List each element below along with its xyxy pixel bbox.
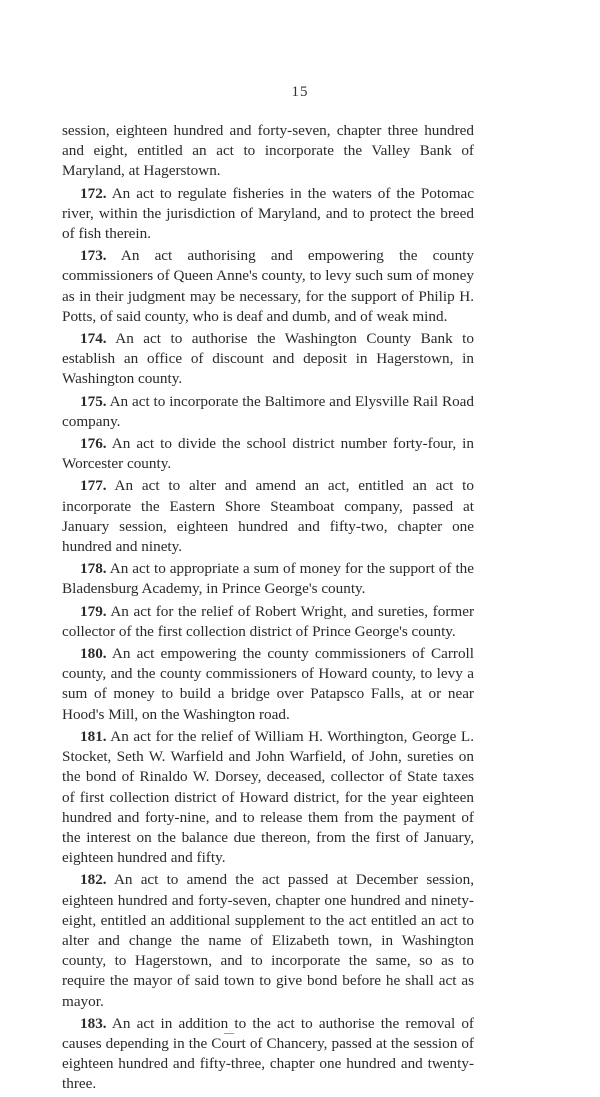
act-text: An act to divide the school district number forty-four, in Worcester county. xyxy=(62,435,474,473)
continuation-paragraph: session, eighteen hundred and forty-seven, chapter three hundred and eight, entitled an act to incorporate the Valley Bank of Maryland, at Hagerstown. xyxy=(62,122,474,180)
act-text: An act empowering the county commissioners of Carroll county, and the county commissioners of Howard county, to levy a sum of money to build a bridge over Patapsco Falls, at or near Hood's Mill, on the Washington road. xyxy=(62,645,474,723)
act-paragraph xyxy=(62,392,474,432)
end-rule xyxy=(224,1033,234,1034)
act-text: An act for the relief of William H. Worthington, George L. Stocket, Seth W. Warfield and John Warfield, of John, sureties on the bond of Rinaldo W. Dorsey, deceased, collector of State taxes of first collection district of Howard district, for the year eighteen hundred and forty-nine, and to release them from the payment of the interest on the balance due thereon, from the first of January, eighteen hundred and fifty. xyxy=(62,727,474,867)
act-paragraph xyxy=(62,434,474,474)
act-text: An act authorising and empowering the county commissioners of Queen Anne's county, to levy such sum of money as in their judgment may be necessary, for the support of Philip H. Potts, of said county, who is deaf and dumb, and of weak mind. xyxy=(62,247,474,325)
act-paragraph xyxy=(62,1014,474,1095)
act-text: An act for the relief of Robert Wright, and sureties, former collector of the first collection district of Prince George's county. xyxy=(62,602,475,640)
act-number: 180. xyxy=(80,645,107,663)
act-number: 172. xyxy=(80,184,107,202)
act-paragraph xyxy=(62,246,474,327)
act-number: 177. xyxy=(80,477,107,495)
act-number: 181. xyxy=(80,727,107,745)
act-number: 178. xyxy=(80,560,107,578)
act-paragraph xyxy=(62,329,474,390)
act-paragraph xyxy=(62,559,474,599)
acts-list xyxy=(62,184,474,1095)
body-text xyxy=(62,121,474,1097)
act-paragraph xyxy=(62,184,474,245)
act-number: 176. xyxy=(80,435,107,453)
act-paragraph xyxy=(62,870,474,1011)
act-text: An act to incorporate the Baltimore and Elysville Rail Road company. xyxy=(62,392,474,430)
act-text: An act in addition to the act to authorise the removal of causes depending in the Court of Chancery, passed at the session of eighteen hundred and fifty-three, chapter one hundred and twenty-three. xyxy=(62,1014,474,1093)
act-text: An act to authorise the Washington County Bank to establish an office of discount and deposit in Hagerstown, in Washington county. xyxy=(62,330,474,388)
act-number: 174. xyxy=(80,330,107,348)
page-number: 15 xyxy=(291,84,309,100)
act-paragraph xyxy=(62,644,474,725)
act-number: 183. xyxy=(80,1014,107,1032)
act-text: An act to amend the act passed at December session, eighteen hundred and forty-seven, chapter one hundred and ninety-eight, entitled an additional supplement to the act entitled an act to alter and change the name of Elizabeth town, in Washington county, to Hagerstown, and to incorporate the same, so as to require the mayor of said town to give bond before he shall act as mayor. xyxy=(62,871,474,1010)
act-number: 175. xyxy=(80,392,107,410)
act-paragraph xyxy=(62,476,474,557)
act-text: An act to appropriate a sum of money for the support of the Bladensburg Academy, in Prince George's county. xyxy=(62,560,474,598)
act-text: An act to alter and amend an act, entitled an act to incorporate the Eastern Shore Steamboat company, passed at January session, eighteen hundred and fifty-two, chapter one hundred and ninety. xyxy=(62,477,474,556)
act-paragraph xyxy=(62,602,474,642)
act-number: 173. xyxy=(80,247,107,265)
act-paragraph xyxy=(62,727,474,868)
act-number: 179. xyxy=(80,602,107,620)
act-text: An act to regulate fisheries in the waters of the Potomac river, within the jurisdiction of Maryland, and to protect the breed of fish therein. xyxy=(62,184,474,243)
act-number: 182. xyxy=(80,871,107,889)
